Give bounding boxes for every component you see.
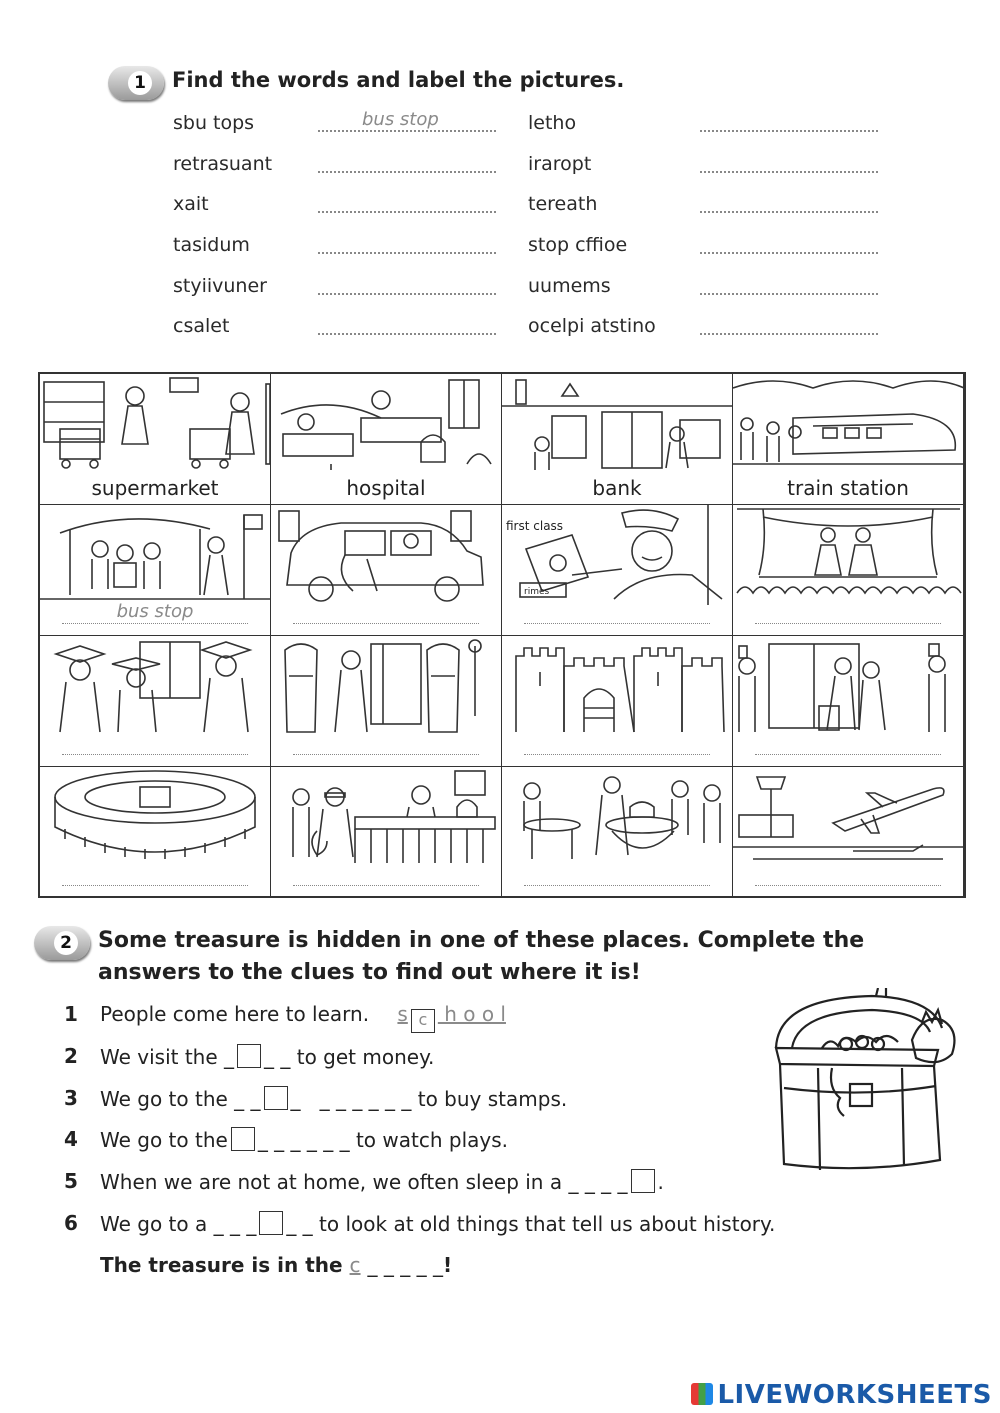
airport-picture	[733, 767, 964, 867]
scrambled-word: xait	[173, 193, 209, 215]
restaurant-picture	[502, 767, 733, 867]
treasure-chest-icon	[762, 988, 972, 1178]
clue-text-after: _ _ _ _ _ _ _ to buy stamps.	[290, 1087, 568, 1111]
picture-cell-university	[40, 636, 271, 767]
treasure-answer-text: The treasure is in the	[100, 1253, 343, 1277]
clue-text-before: We visit the _	[100, 1045, 235, 1069]
answer-blank[interactable]	[700, 293, 878, 295]
brand-text: LIVEWORKSHEETS	[717, 1380, 992, 1410]
answer-blank[interactable]	[700, 130, 878, 132]
clue-text-after: _ _ _ _ _ _ to watch plays.	[257, 1128, 508, 1152]
answer-blank[interactable]	[700, 252, 878, 254]
clue-number: 5	[64, 1169, 78, 1193]
answer-blank[interactable]	[318, 211, 496, 213]
exercise-2-number: 2	[54, 931, 78, 955]
train-station-picture	[733, 374, 964, 474]
answer-blank[interactable]	[700, 333, 878, 335]
exercise-2-title-line-1: Some treasure is hidden in one of these places. Complete the	[98, 928, 865, 953]
letter-box[interactable]	[264, 1086, 288, 1110]
answer-blank[interactable]	[318, 252, 496, 254]
picture-cell-museum	[271, 636, 502, 767]
picture-cell-train-station	[733, 374, 964, 505]
treasure-answer-blanks[interactable]: _ _ _ _ _	[367, 1253, 443, 1277]
label-blank[interactable]	[755, 885, 941, 886]
clue-number: 2	[64, 1044, 78, 1068]
letter-box[interactable]	[631, 1169, 655, 1193]
exercise-1-badge	[108, 66, 164, 100]
letter-box[interactable]	[259, 1211, 283, 1235]
clue-text-after: _ _ to get money.	[264, 1045, 435, 1069]
picture-label: bank	[592, 476, 642, 500]
picture-cell-restaurant	[502, 767, 733, 898]
picture-cell-police-station	[271, 767, 502, 898]
university-picture	[40, 636, 271, 736]
liveworksheets-logo	[691, 1380, 992, 1410]
scrambled-word: retrasuant	[173, 153, 273, 175]
clue-number: 6	[64, 1211, 78, 1235]
label-blank[interactable]	[293, 623, 479, 624]
label-blank[interactable]	[755, 754, 941, 755]
picture-cell-hotel	[733, 636, 964, 767]
clue-number: 1	[64, 1002, 78, 1026]
label-blank[interactable]	[524, 623, 710, 624]
answer-blank[interactable]	[700, 171, 878, 173]
exercise-2-title-line-2: answers to the clues to find out where it is!	[98, 960, 641, 985]
clue-text-before: We go to the _ _	[100, 1087, 261, 1111]
picture-label: supermarket	[91, 476, 219, 500]
treasure-answer-first-letter: c	[349, 1253, 361, 1277]
supermarket-picture	[40, 374, 271, 474]
clue-text-before: We go to a _ _ _	[100, 1212, 257, 1236]
clue-number: 4	[64, 1127, 78, 1151]
picture-cell-bank	[502, 374, 733, 505]
picture-answer: bus stop	[116, 601, 194, 622]
hospital-picture	[271, 374, 502, 474]
clue-text-before: When we are not at home, we often sleep in a _ _ _ _	[100, 1170, 628, 1194]
picture-cell-stadium	[40, 767, 271, 898]
clue-3	[64, 1086, 567, 1111]
picture-cell-airport	[733, 767, 964, 898]
scrambled-word: sbu tops	[173, 112, 255, 134]
label-blank[interactable]	[524, 754, 710, 755]
picture-cell-supermarket	[40, 374, 271, 505]
scrambled-word: ocelpi atstino	[528, 315, 656, 337]
picture-label: hospital	[346, 476, 426, 500]
label-blank[interactable]	[62, 623, 248, 624]
picture-cell-bus-stop	[40, 505, 271, 636]
scrambled-word: uumems	[528, 275, 611, 297]
police-station-picture	[271, 767, 502, 867]
letter-box[interactable]	[231, 1127, 255, 1151]
bank-picture	[502, 374, 733, 474]
bus-stop-picture	[40, 505, 271, 605]
clue-5	[64, 1169, 664, 1194]
clue-text: People come here to learn.	[100, 1002, 370, 1026]
label-blank[interactable]	[524, 885, 710, 886]
label-blank[interactable]	[755, 623, 941, 624]
clue-6	[64, 1211, 775, 1236]
theatre-picture	[733, 505, 964, 605]
clue-text-after: .	[657, 1170, 664, 1194]
example-rest: h o o l	[437, 1002, 506, 1026]
clue-number: 3	[64, 1086, 78, 1110]
label-blank[interactable]	[293, 885, 479, 886]
answer-blank[interactable]	[318, 171, 496, 173]
clue-answer-example	[397, 1002, 506, 1029]
answer-blank[interactable]	[700, 211, 878, 213]
example-first-letter: s	[397, 1002, 408, 1026]
picture-grid	[38, 372, 966, 898]
stadium-picture	[40, 767, 271, 867]
exercise-2-badge	[34, 926, 90, 960]
scrambled-word: tasidum	[173, 234, 250, 256]
picture-cell-hospital	[271, 374, 502, 505]
picture-cell-theatre	[733, 505, 964, 636]
hotel-picture	[733, 636, 964, 736]
answer-text: bus stop	[362, 109, 439, 130]
picture-label: train station	[787, 476, 909, 500]
label-blank[interactable]	[62, 754, 248, 755]
clue-text-after: _ _ to look at old things that tell us about history.	[286, 1212, 776, 1236]
picture-cell-post-office	[502, 505, 733, 636]
treasure-answer-end: !	[442, 1253, 453, 1277]
castle-picture	[502, 636, 733, 736]
clue-text-before: We go to the	[100, 1128, 228, 1152]
scrambled-word: styiivuner	[173, 275, 267, 297]
taxi-picture	[271, 505, 502, 605]
picture-cell-taxi	[271, 505, 502, 636]
scrambled-word: csalet	[173, 315, 230, 337]
scrambled-word: iraropt	[528, 153, 592, 175]
scrambled-word: stop cffioe	[528, 234, 628, 256]
clue-4	[64, 1127, 508, 1152]
exercise-1-title: Find the words and label the pictures.	[172, 68, 625, 92]
exercise-1-number: 1	[128, 71, 152, 95]
clue-1	[64, 1002, 506, 1033]
sign-text: first class	[506, 519, 564, 533]
answer-blank[interactable]	[318, 293, 496, 295]
answer-blank[interactable]	[318, 130, 496, 132]
sign-text-2: rimes	[524, 587, 550, 597]
logo-icon	[691, 1383, 713, 1405]
museum-picture	[271, 636, 502, 736]
scrambled-word: tereath	[528, 193, 598, 215]
answer-blank[interactable]	[318, 333, 496, 335]
scrambled-word: letho	[528, 112, 577, 134]
letter-box[interactable]: c	[411, 1009, 435, 1033]
label-blank[interactable]	[62, 885, 248, 886]
letter-box[interactable]	[237, 1044, 261, 1068]
picture-cell-castle	[502, 636, 733, 767]
treasure-answer-line	[100, 1253, 452, 1277]
clue-2	[64, 1044, 434, 1069]
label-blank[interactable]	[293, 754, 479, 755]
